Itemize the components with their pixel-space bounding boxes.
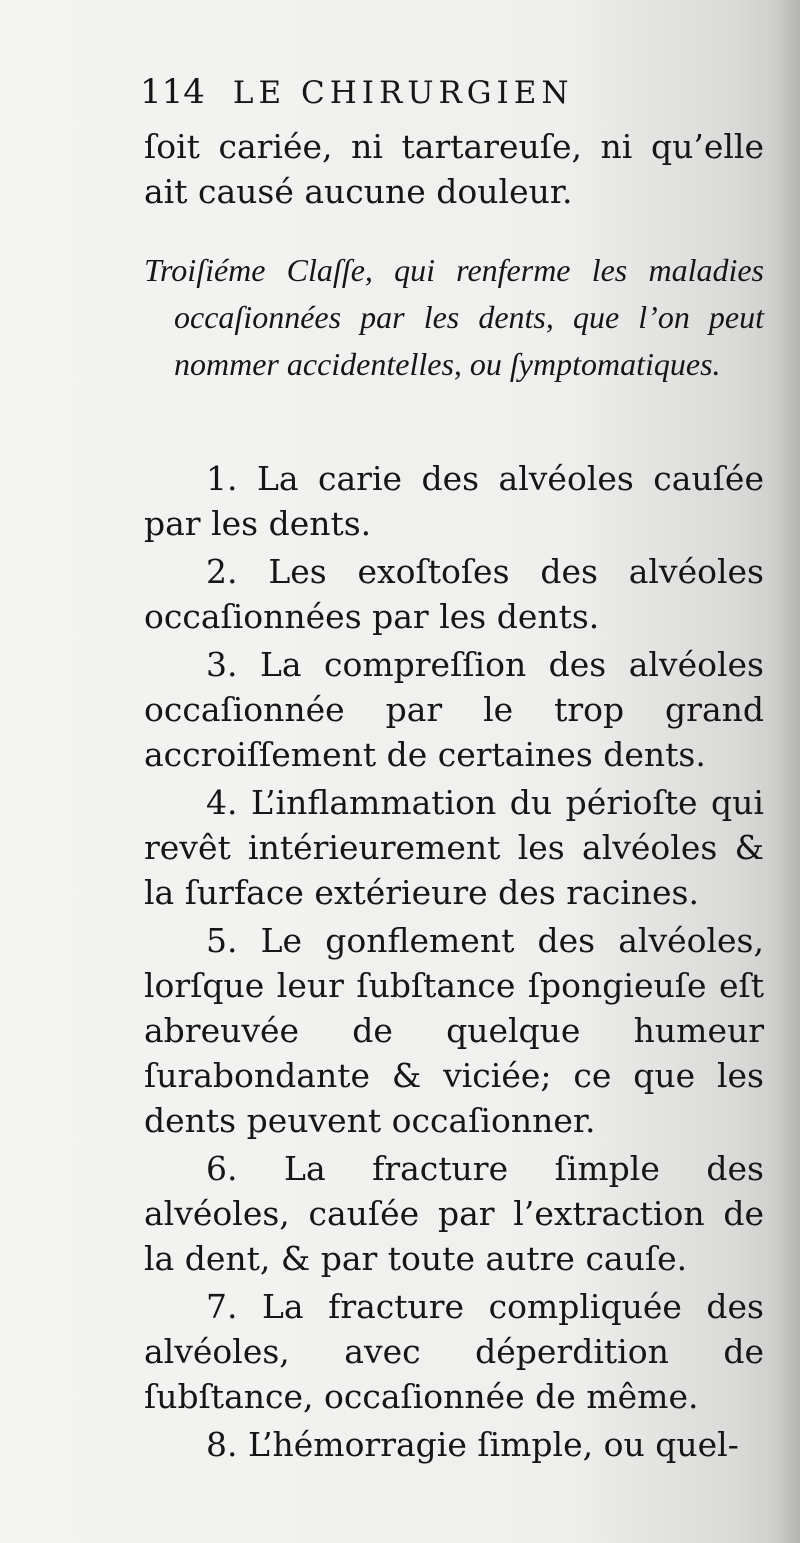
list-item <box>144 1422 764 1467</box>
item-number: 1. <box>206 459 238 498</box>
item-number: 8. <box>206 1425 238 1464</box>
class-heading <box>144 247 764 388</box>
item-text: L’hémorragie ſimple, ou quel- <box>248 1425 739 1464</box>
lead-paragraph <box>144 124 764 214</box>
item-number: 7. <box>206 1287 238 1326</box>
class-heading-text: Troiſiéme Claſſe, qui renferme les maladies occaſionnées par les dents, que l’on peut nommer accidentelles, ou ſymptomatiques. <box>144 252 764 382</box>
item-text: La fracture ſimple des alvéoles, cauſée par l’extraction de la dent, & par toute autre cauſe. <box>144 1149 764 1278</box>
list-item <box>144 456 764 546</box>
running-header <box>140 72 574 122</box>
item-number: 3. <box>206 645 238 684</box>
list-item <box>144 549 764 639</box>
list-item <box>144 1146 764 1281</box>
list-item <box>144 918 764 1143</box>
list-item <box>144 780 764 915</box>
item-text: Les exoſtoſes des alvéoles occaſionnées par les dents. <box>144 552 764 636</box>
item-text: L’inflammation du périoſte qui revêt intérieurement les alvéoles & la ſurface extérieure des racines. <box>144 783 764 912</box>
page-number: 114 <box>140 72 205 112</box>
item-text: La fracture compliquée des alvéoles, avec déperdition de ſubſtance, occaſionnée de même. <box>144 1287 764 1416</box>
list-item <box>144 642 764 777</box>
item-number: 4. <box>206 783 238 822</box>
list-item <box>144 1284 764 1419</box>
item-number: 2. <box>206 552 238 591</box>
item-number: 5. <box>206 921 238 960</box>
lead-text: ſoit cariée, ni tartareuſe, ni qu’elle ait causé aucune douleur. <box>144 127 764 211</box>
item-text: Le gonflement des alvéoles, lorſque leur ſubſtance ſpongieuſe eſt abreuvée de quelque humeur ſurabondante & viciée; ce que les dents peuvent occaſionner. <box>144 921 764 1140</box>
item-number: 6. <box>206 1149 238 1188</box>
item-text: La compreſſion des alvéoles occaſionnée par le trop grand accroiſſement de certaines dents. <box>144 645 764 774</box>
running-title: LE CHIRURGIEN <box>232 75 574 111</box>
item-list <box>144 456 764 1467</box>
item-text: La carie des alvéoles cauſée par les dents. <box>144 459 764 543</box>
page-edge-shadow <box>772 0 800 1543</box>
